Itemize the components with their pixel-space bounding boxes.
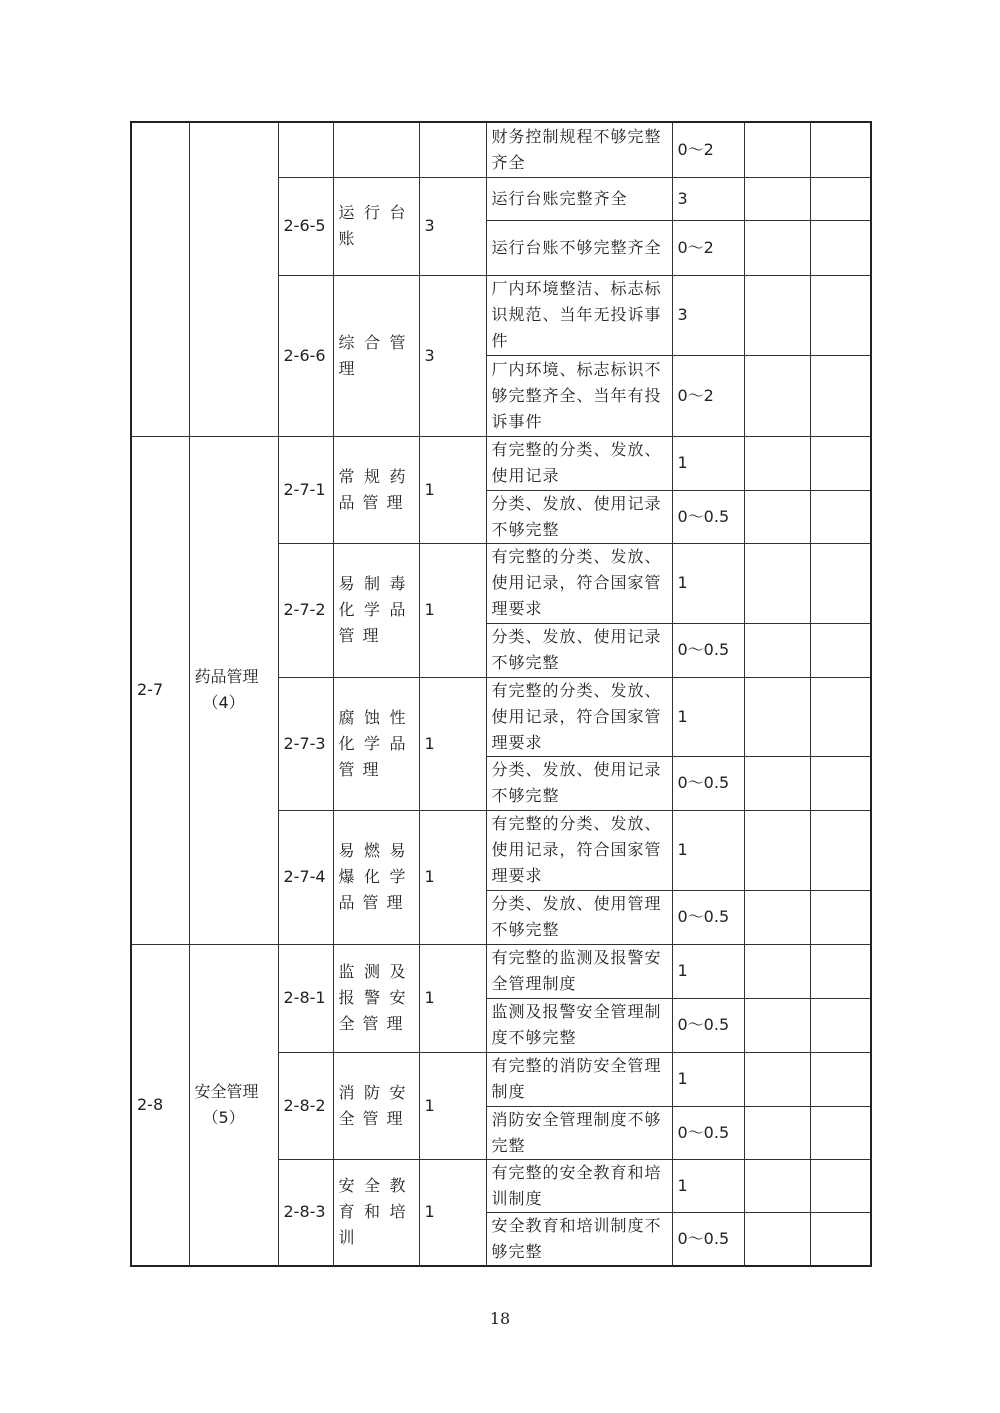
full-score: 3 <box>419 177 486 275</box>
item-code-cell <box>278 122 333 177</box>
item-code: 2-8-1 <box>278 944 333 1052</box>
score-cell: 1 <box>672 1159 744 1212</box>
blank-cell <box>810 756 871 810</box>
blank-cell <box>744 122 810 177</box>
item-name: 易燃易爆化学品管理 <box>333 810 419 944</box>
blank-cell <box>810 944 871 998</box>
item-code: 2-8-3 <box>278 1159 333 1266</box>
score-cell: 3 <box>672 275 744 355</box>
score-cell: 0～0.5 <box>672 1212 744 1266</box>
full-score: 1 <box>419 810 486 944</box>
blank-cell <box>744 677 810 756</box>
item-code: 2-7-3 <box>278 677 333 810</box>
item-name: 易制毒化学品管理 <box>333 543 419 677</box>
criterion-cell: 消防安全管理制度不够完整 <box>486 1106 672 1159</box>
blank-cell <box>810 810 871 890</box>
table-row <box>131 122 871 177</box>
blank-cell <box>810 355 871 436</box>
full-score: 3 <box>419 275 486 436</box>
blank-cell <box>810 122 871 177</box>
blank-cell <box>744 490 810 543</box>
item-code: 2-6-5 <box>278 177 333 275</box>
score-cell: 1 <box>672 944 744 998</box>
criterion-cell: 分类、发放、使用管理不够完整 <box>486 890 672 944</box>
full-score-cell <box>419 122 486 177</box>
blank-cell <box>810 998 871 1052</box>
blank-cell <box>744 275 810 355</box>
score-cell: 1 <box>672 1052 744 1106</box>
item-name-cell <box>333 122 419 177</box>
item-code: 2-8-2 <box>278 1052 333 1159</box>
full-score: 1 <box>419 543 486 677</box>
score-cell: 0～0.5 <box>672 1106 744 1159</box>
blank-cell <box>810 275 871 355</box>
score-cell: 0～0.5 <box>672 890 744 944</box>
blank-cell <box>744 220 810 275</box>
blank-cell <box>744 810 810 890</box>
item-name: 安全教育和培训 <box>333 1159 419 1266</box>
blank-cell <box>744 1106 810 1159</box>
item-code: 2-7-1 <box>278 436 333 543</box>
blank-cell <box>810 1106 871 1159</box>
blank-cell <box>810 623 871 677</box>
criterion-cell: 安全教育和培训制度不够完整 <box>486 1212 672 1266</box>
criterion-cell: 监测及报警安全管理制度不够完整 <box>486 998 672 1052</box>
score-cell: 0～2 <box>672 355 744 436</box>
score-cell: 1 <box>672 810 744 890</box>
item-name: 消防安全管理 <box>333 1052 419 1159</box>
criterion-cell: 厂内环境、标志标识不够完整齐全、当年有投诉事件 <box>486 355 672 436</box>
criterion-cell: 财务控制规程不够完整齐全 <box>486 122 672 177</box>
section-category-cell <box>189 122 278 436</box>
criterion-cell: 运行台账不够完整齐全 <box>486 220 672 275</box>
criterion-cell: 有完整的分类、发放、使用记录，符合国家管理要求 <box>486 543 672 623</box>
score-cell: 1 <box>672 543 744 623</box>
item-name: 运行台账 <box>333 177 419 275</box>
score-cell: 1 <box>672 677 744 756</box>
item-name: 综合管理 <box>333 275 419 436</box>
item-name: 监测及报警安全管理 <box>333 944 419 1052</box>
blank-cell <box>810 1159 871 1212</box>
criterion-cell: 运行台账完整齐全 <box>486 177 672 220</box>
score-cell: 0～2 <box>672 220 744 275</box>
blank-cell <box>810 220 871 275</box>
score-cell: 0～0.5 <box>672 623 744 677</box>
score-cell: 0～0.5 <box>672 490 744 543</box>
criterion-cell: 有完整的分类、发放、使用记录 <box>486 436 672 490</box>
full-score: 1 <box>419 677 486 810</box>
criterion-cell: 有完整的消防安全管理制度 <box>486 1052 672 1106</box>
blank-cell <box>810 177 871 220</box>
section-label: 安全管理 <box>194 1081 259 1101</box>
full-score: 1 <box>419 1159 486 1266</box>
blank-cell <box>744 177 810 220</box>
blank-cell <box>810 1052 871 1106</box>
blank-cell <box>810 1212 871 1266</box>
section-code-cell <box>131 122 189 436</box>
section-points: （4） <box>202 693 245 712</box>
table-row <box>131 944 871 998</box>
blank-cell <box>744 944 810 998</box>
criterion-cell: 有完整的分类、发放、使用记录，符合国家管理要求 <box>486 810 672 890</box>
full-score: 1 <box>419 436 486 543</box>
section-points: （5） <box>202 1107 245 1127</box>
criterion-cell: 有完整的分类、发放、使用记录，符合国家管理要求 <box>486 677 672 756</box>
criterion-cell: 分类、发放、使用记录不够完整 <box>486 756 672 810</box>
blank-cell <box>744 436 810 490</box>
score-cell: 1 <box>672 436 744 490</box>
blank-cell <box>744 1212 810 1266</box>
page-number: 18 <box>489 1309 511 1328</box>
blank-cell <box>744 756 810 810</box>
blank-cell <box>810 890 871 944</box>
criterion-cell: 厂内环境整洁、标志标识规范、当年无投诉事件 <box>486 275 672 355</box>
criterion-cell: 分类、发放、使用记录不够完整 <box>486 490 672 543</box>
score-cell: 0～0.5 <box>672 998 744 1052</box>
blank-cell <box>744 890 810 944</box>
criterion-cell: 有完整的安全教育和培训制度 <box>486 1159 672 1212</box>
section-category <box>189 944 278 1266</box>
item-code: 2-7-2 <box>278 543 333 677</box>
item-name: 常规药品管理 <box>333 436 419 543</box>
blank-cell <box>810 543 871 623</box>
score-cell: 0～2 <box>672 122 744 177</box>
score-cell: 0～0.5 <box>672 756 744 810</box>
section-category <box>189 436 278 944</box>
section-label: 药品管理 <box>194 667 259 686</box>
scoring-table <box>130 121 872 1267</box>
criterion-cell: 有完整的监测及报警安全管理制度 <box>486 944 672 998</box>
full-score: 1 <box>419 944 486 1052</box>
blank-cell <box>744 355 810 436</box>
criterion-cell: 分类、发放、使用记录不够完整 <box>486 623 672 677</box>
section-code: 2-8 <box>131 944 189 1266</box>
blank-cell <box>810 436 871 490</box>
blank-cell <box>744 1052 810 1106</box>
full-score: 1 <box>419 1052 486 1159</box>
blank-cell <box>744 998 810 1052</box>
item-name: 腐蚀性化学品管理 <box>333 677 419 810</box>
section-code: 2-7 <box>131 436 189 944</box>
blank-cell <box>744 1159 810 1212</box>
blank-cell <box>744 543 810 623</box>
blank-cell <box>810 677 871 756</box>
item-code: 2-6-6 <box>278 275 333 436</box>
score-cell: 3 <box>672 177 744 220</box>
table-row <box>131 436 871 490</box>
blank-cell <box>810 490 871 543</box>
item-code: 2-7-4 <box>278 810 333 944</box>
blank-cell <box>744 623 810 677</box>
